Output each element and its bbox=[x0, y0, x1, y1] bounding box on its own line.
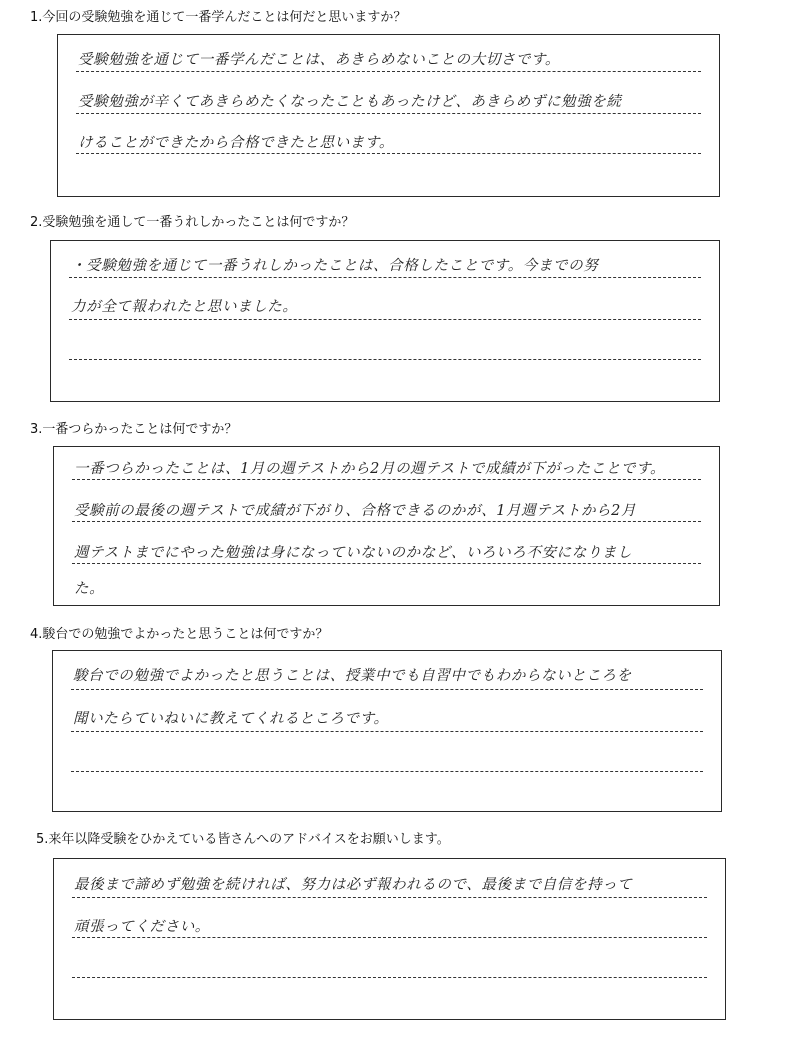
ruled-line bbox=[71, 771, 703, 772]
answer-3-line-3: 週テストまでにやった勉強は身になっていないのかなど、いろいろ不安になりまし bbox=[74, 545, 633, 561]
question-5-label: 5.来年以降受験をひかえている皆さんへのアドバイスをお願いします。 bbox=[36, 832, 450, 847]
answer-4-line-2: 聞いたらていねいに教えてくれるところです。 bbox=[73, 711, 389, 727]
answer-4-line-1: 駿台での勉強でよかったと思うことは、授業中でも自習中でもわからないところを bbox=[73, 668, 632, 684]
answer-1-line-3: けることができたから合格できたと思います。 bbox=[78, 135, 394, 151]
ruled-line bbox=[72, 563, 701, 564]
question-4-label: 4.駿台での勉強でよかったと思うことは何ですか？ bbox=[30, 627, 329, 642]
answer-3-line-4: た。 bbox=[74, 581, 105, 597]
ruled-line bbox=[72, 897, 707, 898]
answer-box-4 bbox=[52, 650, 722, 812]
ruled-line bbox=[71, 689, 703, 690]
answer-box-1 bbox=[57, 34, 720, 197]
answer-box-5 bbox=[53, 858, 726, 1020]
ruled-line bbox=[76, 71, 701, 72]
ruled-line bbox=[69, 319, 701, 320]
answer-1-line-1: 受験勉強を通じて一番学んだことは、あきらめないことの大切さです。 bbox=[78, 52, 561, 68]
ruled-line bbox=[72, 479, 701, 480]
ruled-line bbox=[69, 277, 701, 278]
ruled-line bbox=[76, 153, 701, 154]
ruled-line bbox=[72, 937, 707, 938]
answer-1-line-2: 受験勉強が辛くてあきらめたくなったこともあったけど、あきらめずに勉強を続 bbox=[78, 94, 622, 110]
answer-2-line-2: 力が全て報われたと思いました。 bbox=[71, 299, 298, 315]
answer-5-line-3 bbox=[74, 955, 715, 979]
ruled-line bbox=[76, 113, 701, 114]
answer-4-line-3 bbox=[73, 749, 711, 773]
ruled-line bbox=[71, 731, 703, 732]
question-1-label: 1.今回の受験勉強を通じて一番学んだことは何だと思いますか？ bbox=[30, 10, 407, 25]
answer-box-2 bbox=[50, 240, 720, 402]
ruled-line bbox=[69, 359, 701, 360]
ruled-line bbox=[72, 521, 701, 522]
answer-3-line-2: 受験前の最後の週テストで成績が下がり、合格できるのかが、1月週テストから2月 bbox=[74, 503, 637, 519]
ruled-line bbox=[72, 977, 707, 978]
answer-2-line-1: ・受験勉強を通じて一番うれしかったことは、合格したことです。今までの努 bbox=[71, 258, 599, 274]
answer-5-line-1: 最後まで諦めず勉強を続ければ、努力は必ず報われるので、最後まで自信を持って bbox=[74, 877, 633, 893]
question-2-label: 2.受験勉強を通して一番うれしかったことは何ですか？ bbox=[30, 215, 355, 230]
answer-5-line-2: 頑張ってください。 bbox=[74, 919, 210, 935]
question-3-label: 3.一番つらかったことは何ですか？ bbox=[30, 422, 238, 437]
answer-box-3 bbox=[53, 446, 720, 606]
answer-2-line-3 bbox=[71, 336, 709, 360]
answer-3-line-1: 一番つらかったことは、1月の週テストから2月の週テストで成績が下がったことです。 bbox=[74, 461, 666, 477]
